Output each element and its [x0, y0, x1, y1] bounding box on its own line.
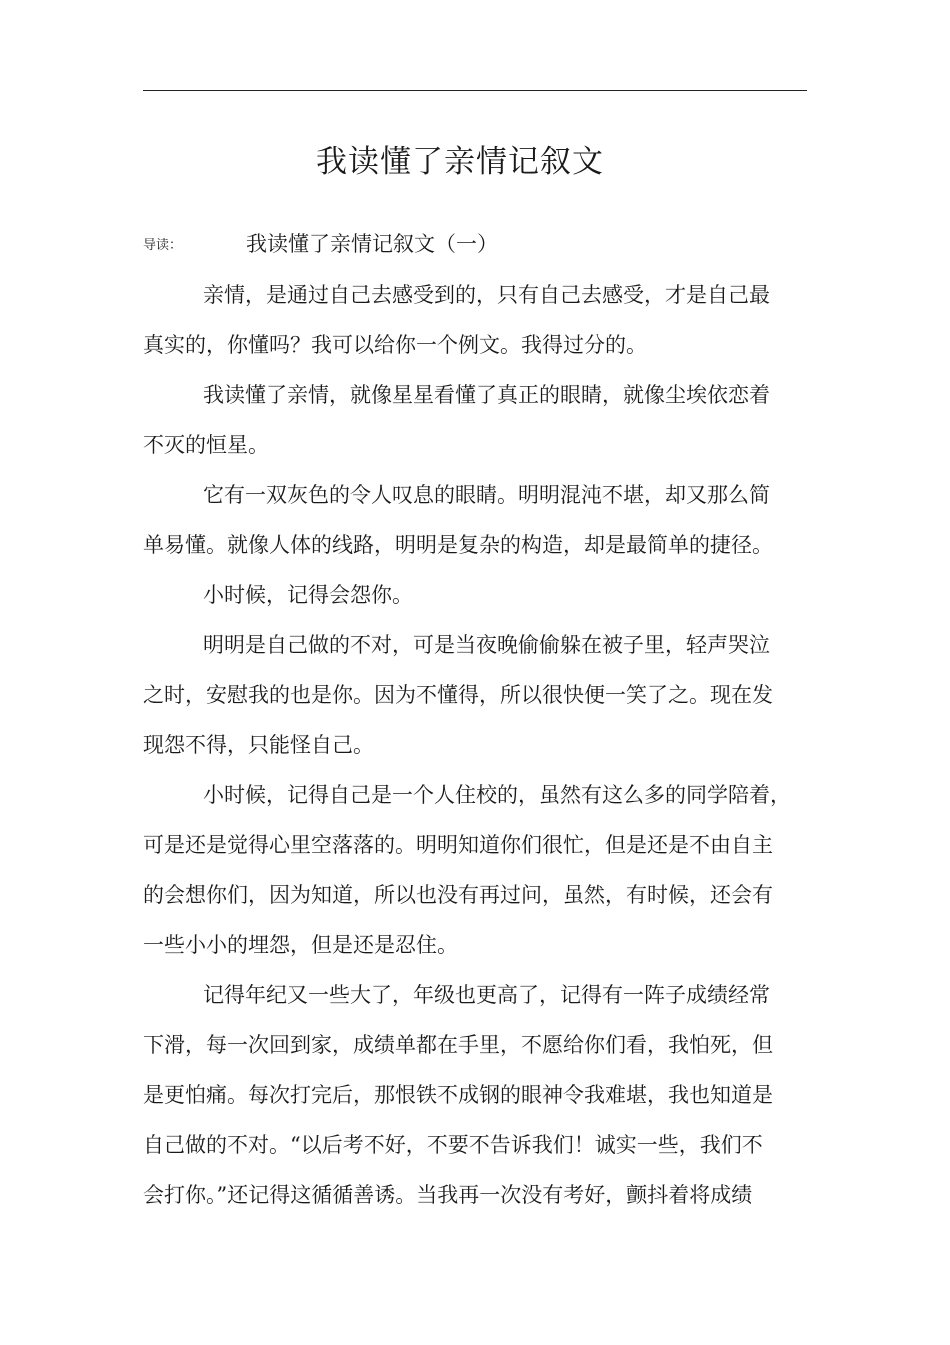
text-line: 小时候，记得会怨你。 — [203, 583, 413, 607]
text-line: 自己做的不对。“以后考不好，不要不告诉我们！诚实一些，我们不 — [143, 1133, 763, 1157]
text-line: 真实的，你懂吗？我可以给你一个例文。我得过分的。 — [143, 333, 647, 357]
article-body — [143, 270, 803, 1220]
text-line: 可是还是觉得心里空落落的。明明知道你们很忙，但是还是不由自主 — [143, 833, 773, 857]
document-title: 我读懂了亲情记叙文 — [316, 144, 604, 180]
text-line: 小时候，记得自己是一个人住校的，虽然有这么多的同学陪着， — [203, 783, 791, 807]
text-line: 记得年纪又一些大了，年级也更高了，记得有一阵子成绩经常 — [203, 983, 770, 1007]
intro-heading: 我读懂了亲情记叙文（一） — [246, 232, 498, 256]
text-line: 亲情，是通过自己去感受到的，只有自己去感受，才是自己最 — [203, 283, 770, 307]
text-line: 下滑，每一次回到家，成绩单都在手里，不愿给你们看，我怕死，但 — [143, 1033, 773, 1057]
intro-block — [143, 226, 803, 262]
text-line: 不灭的恒星。 — [143, 433, 269, 457]
text-line: 的会想你们，因为知道，所以也没有再过问，虽然，有时候，还会有 — [143, 883, 773, 907]
intro-label: 导读： — [143, 238, 183, 253]
text-line: 会打你。”还记得这循循善诱。当我再一次没有考好，颤抖着将成绩 — [143, 1183, 753, 1207]
text-line: 我读懂了亲情，就像星星看懂了真正的眼睛，就像尘埃依恋着 — [203, 383, 770, 407]
text-line: 它有一双灰色的令人叹息的眼睛。明明混沌不堪，却又那么简 — [203, 483, 770, 507]
text-line: 明明是自己做的不对，可是当夜晚偷偷躲在被子里，轻声哭泣 — [203, 633, 770, 657]
text-line: 现怨不得，只能怪自己。 — [143, 733, 374, 757]
text-line: 之时，安慰我的也是你。因为不懂得，所以很快便一笑了之。现在发 — [143, 683, 773, 707]
text-line: 一些小小的埋怨，但是还是忍住。 — [143, 933, 458, 957]
text-line: 单易懂。就像人体的线路，明明是复杂的构造，却是最简单的捷径。 — [143, 533, 773, 557]
text-line: 是更怕痛。每次打完后，那恨铁不成钢的眼神令我难堪，我也知道是 — [143, 1083, 773, 1107]
header-rule — [143, 90, 807, 91]
